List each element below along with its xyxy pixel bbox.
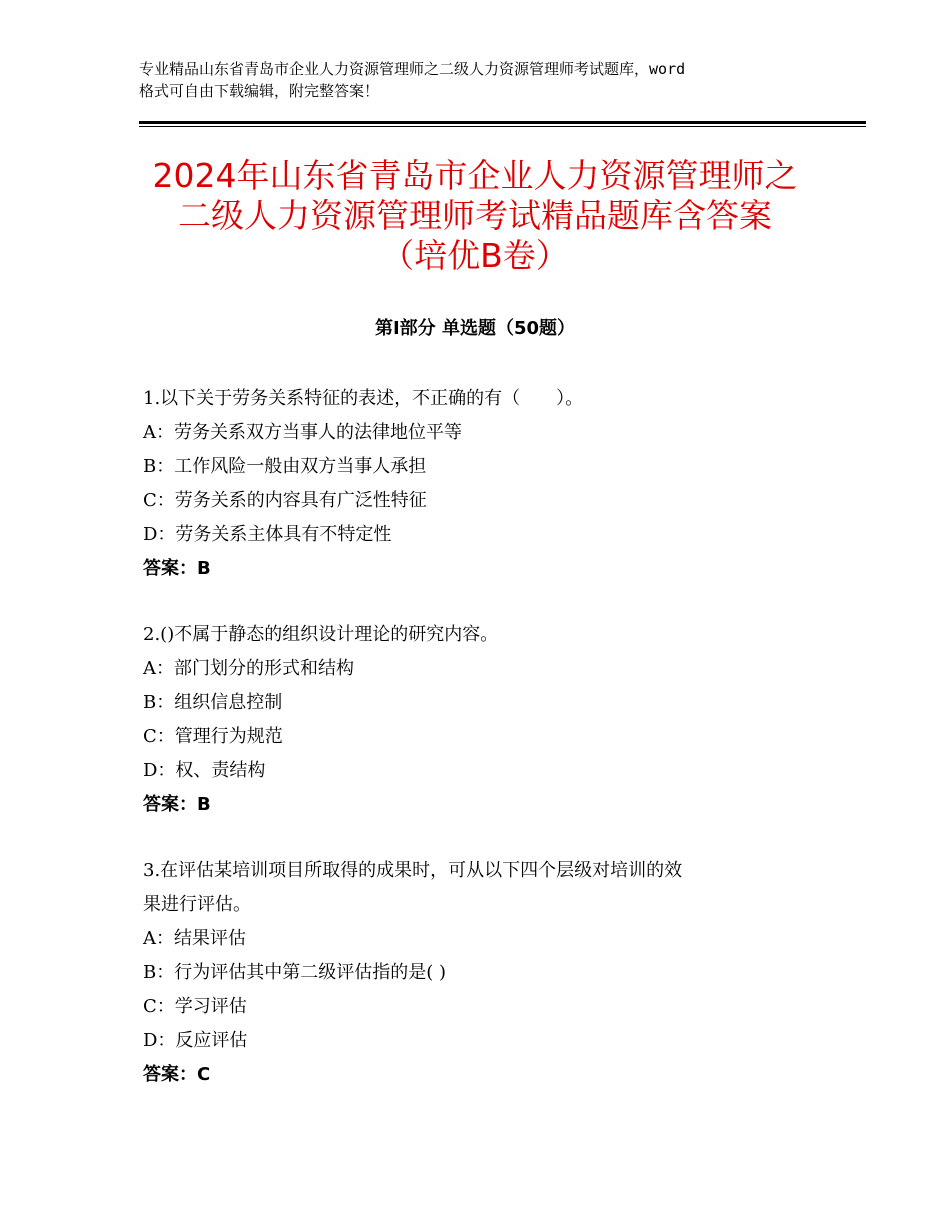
- option-a: A：部门划分的形式和结构: [143, 658, 354, 679]
- question-item: [143, 854, 843, 1092]
- title-line-1: 2024年山东省青岛市企业人力资源管理师之: [152, 156, 798, 195]
- answer-label: 答案：B: [143, 558, 211, 579]
- option-c: C：管理行为规范: [143, 726, 283, 747]
- question-stem-continued: 果进行评估。: [143, 894, 251, 915]
- title-line-3: （培优B卷）: [381, 236, 569, 275]
- header-note-line-1: 专业精品山东省青岛市企业人力资源管理师之二级人力资源管理师考试题库，word: [139, 60, 686, 78]
- answer-label: 答案：C: [143, 1064, 211, 1085]
- question-stem: 3.在评估某培训项目所取得的成果时，可从以下四个层级对培训的效: [143, 860, 683, 881]
- header-divider-thin: [139, 126, 866, 127]
- option-b: B：组织信息控制: [143, 692, 283, 713]
- option-d: D：反应评估: [143, 1030, 248, 1051]
- question-list: [143, 382, 843, 1124]
- section-heading: 第Ⅰ部分 单选题（50题）: [374, 318, 575, 339]
- title-line-2: 二级人力资源管理师考试精品题库含答案: [178, 196, 772, 235]
- question-stem: 1.以下关于劳务关系特征的表述，不正确的有（ ）。: [143, 388, 584, 409]
- question-item: [143, 382, 843, 586]
- question-item: [143, 618, 843, 822]
- option-c: C：劳务关系的内容具有广泛性特征: [143, 490, 427, 511]
- option-d: D：劳务关系主体具有不特定性: [143, 524, 392, 545]
- option-c: C：学习评估: [143, 996, 247, 1017]
- option-b: B：行为评估其中第二级评估指的是( ): [143, 962, 446, 983]
- option-d: D：权、责结构: [143, 760, 266, 781]
- option-a: A：劳务关系双方当事人的法律地位平等: [143, 422, 462, 443]
- answer-label: 答案：B: [143, 794, 211, 815]
- option-a: A：结果评估: [143, 928, 246, 949]
- document-title: [0, 156, 950, 276]
- option-b: B：工作风险一般由双方当事人承担: [143, 456, 427, 477]
- header-note-line-2: 格式可自由下载编辑，附完整答案！: [139, 82, 380, 100]
- document-header-note: [139, 58, 839, 102]
- question-stem: 2.()不属于静态的组织设计理论的研究内容。: [143, 624, 499, 645]
- header-divider-thick: [139, 121, 866, 124]
